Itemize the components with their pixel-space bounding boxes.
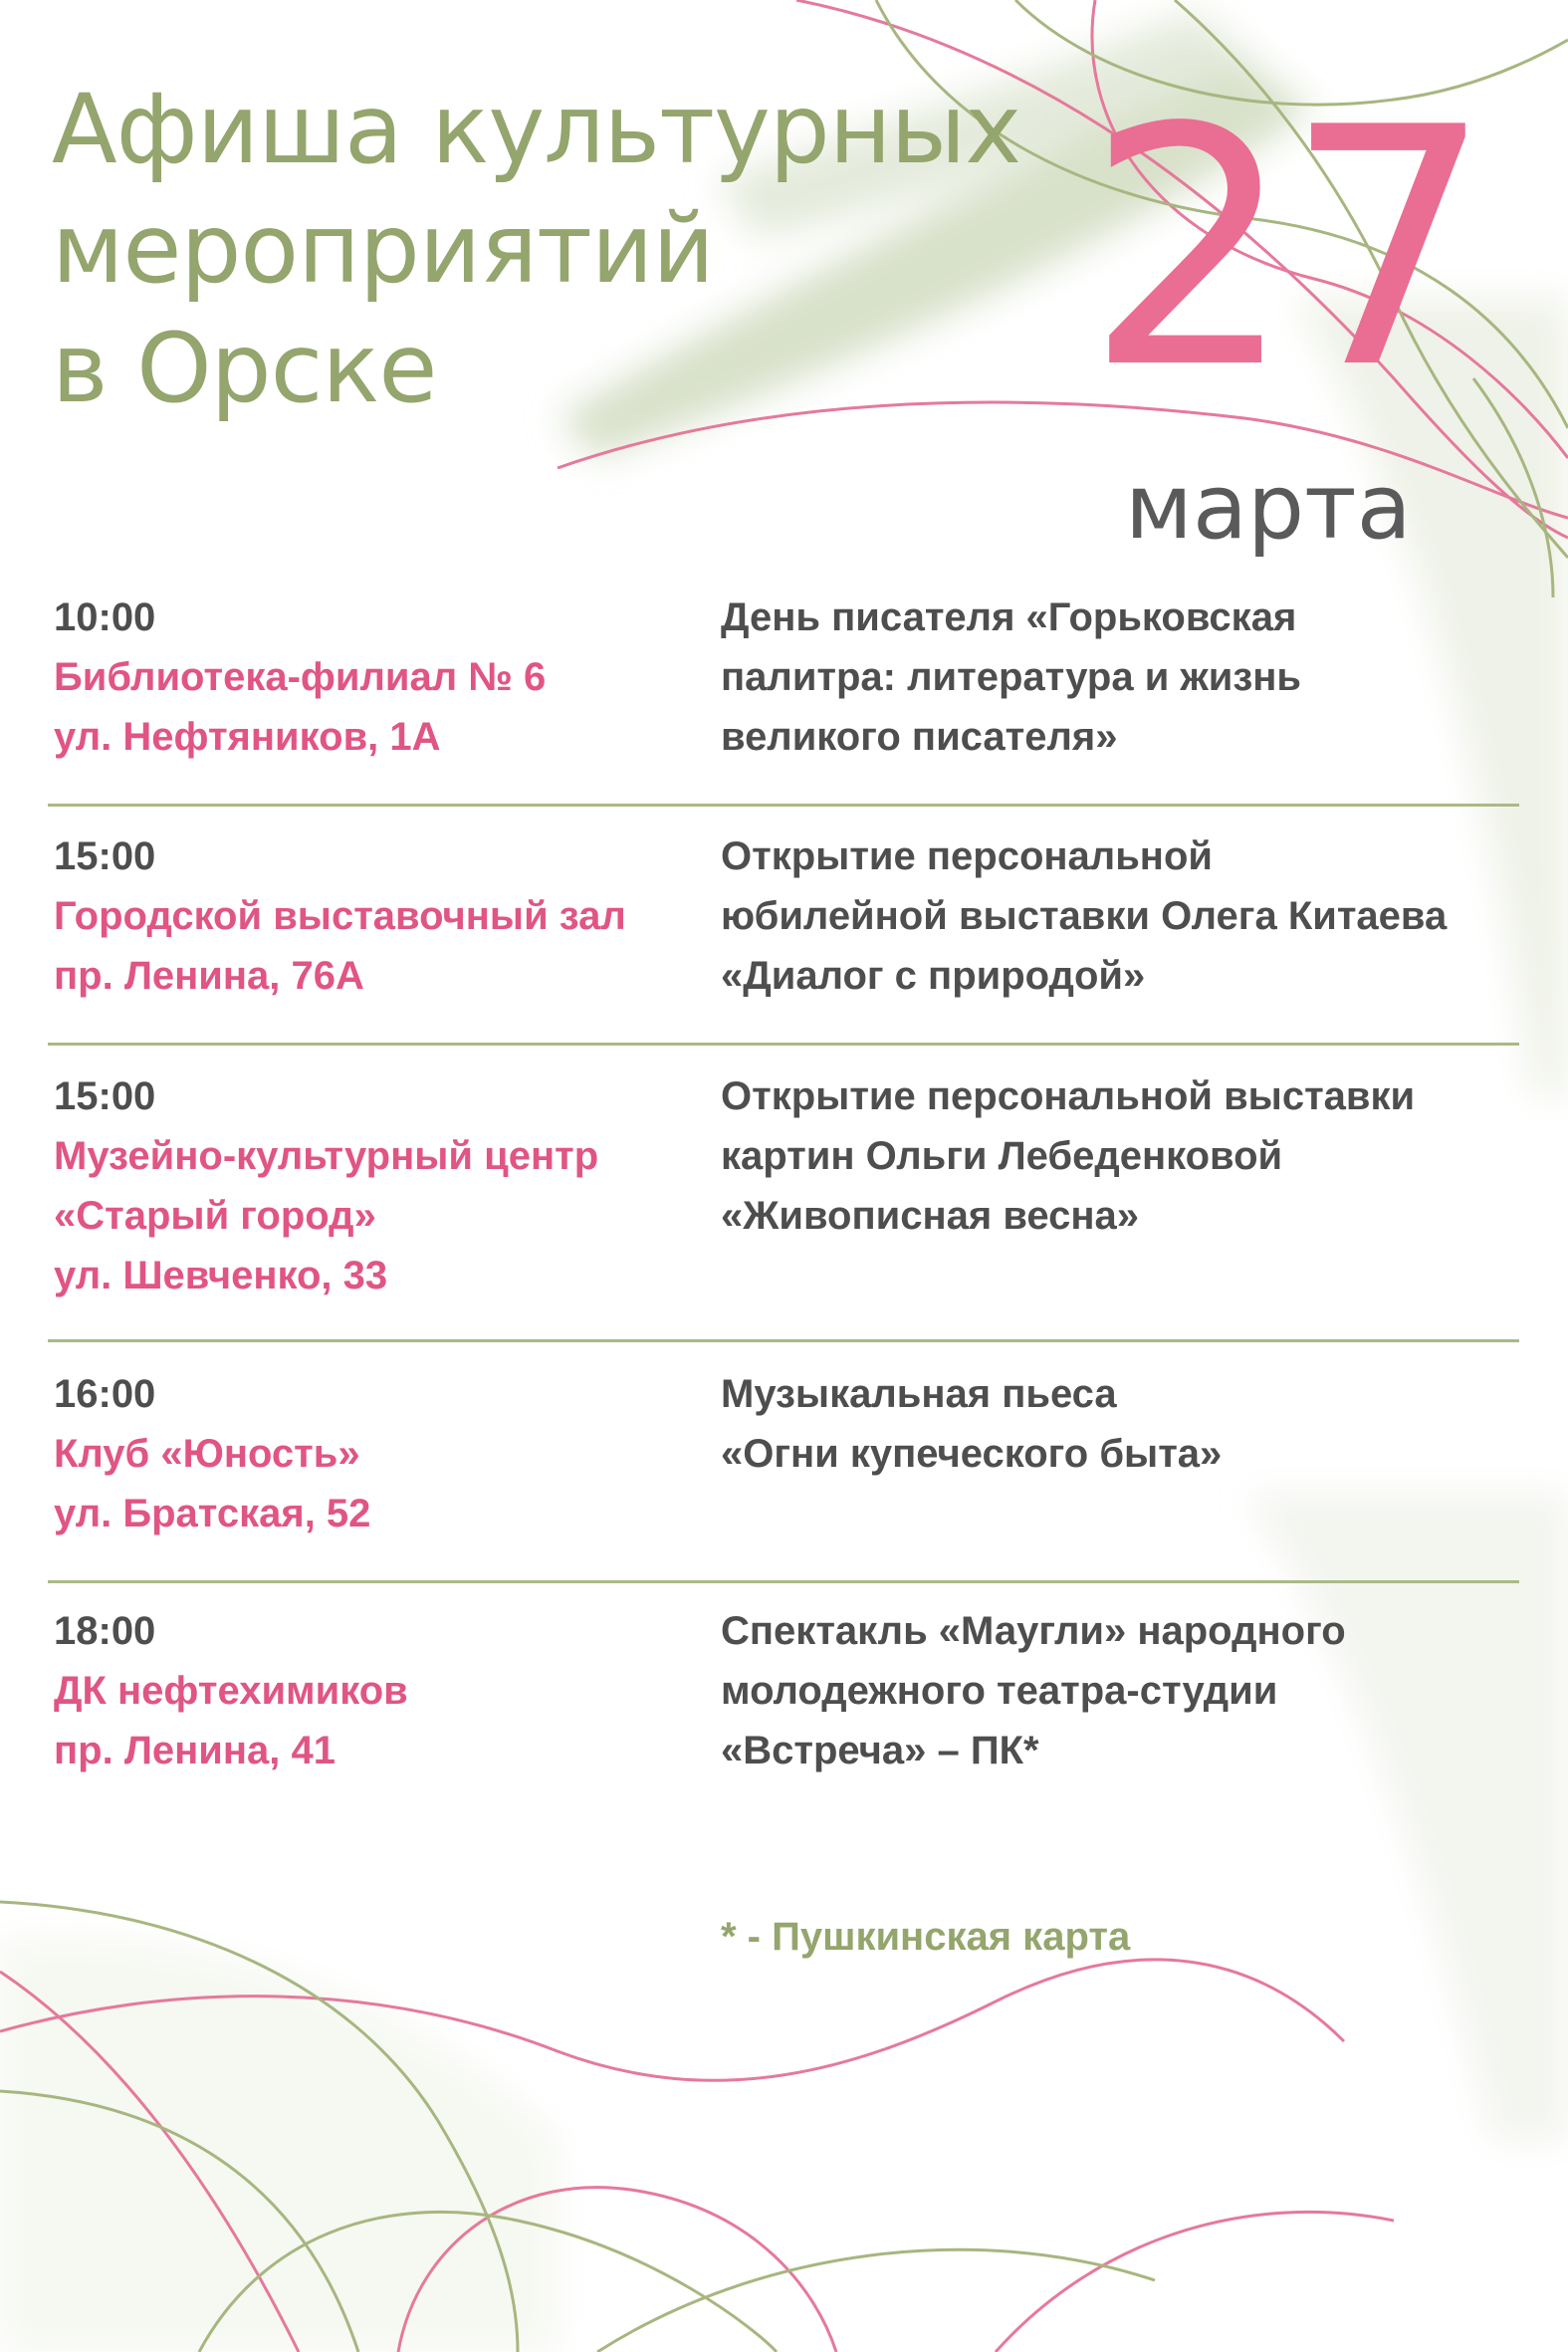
event-description-line: «Огни купеческого быта» bbox=[721, 1432, 1223, 1476]
title-line-1: Афиша культурных bbox=[52, 74, 1021, 185]
event-place: Библиотека-филиал № 6 bbox=[54, 655, 547, 699]
event-place: Клуб «Юность» bbox=[54, 1432, 360, 1476]
divider bbox=[48, 1339, 1519, 1342]
event-place: Городской выставочный зал bbox=[54, 894, 626, 938]
event-address: пр. Ленина, 76А bbox=[54, 954, 364, 998]
event-location bbox=[54, 1364, 711, 1543]
event-description-line: картин Ольги Лебеденковой bbox=[721, 1134, 1283, 1178]
event-description-line: «Встреча» – ПК* bbox=[721, 1729, 1039, 1772]
divider bbox=[48, 804, 1519, 807]
event-description-line: «Живописная весна» bbox=[721, 1194, 1140, 1238]
event-description-line: великого писателя» bbox=[721, 715, 1118, 759]
divider bbox=[48, 1580, 1519, 1583]
divider bbox=[48, 1043, 1519, 1046]
event-time: 15:00 bbox=[54, 1074, 156, 1118]
event-description-line: юбилейной выставки Олега Китаева bbox=[721, 894, 1448, 938]
event-description bbox=[721, 1364, 1522, 1484]
event-description-line: Открытие персональной выставки bbox=[721, 1074, 1416, 1118]
title-line-2: мероприятий bbox=[52, 193, 714, 305]
title-line-3: в Орске bbox=[52, 313, 437, 424]
event-address: ул. Нефтяников, 1А bbox=[54, 715, 441, 759]
event-description bbox=[721, 1601, 1522, 1780]
event-description-line: Музыкальная пьеса bbox=[721, 1372, 1117, 1416]
event-place: Музейно-культурный центр bbox=[54, 1134, 599, 1178]
event-description-line: «Диалог с природой» bbox=[721, 954, 1146, 998]
event-description-line: День писателя «Горьковская bbox=[721, 595, 1297, 639]
event-time: 16:00 bbox=[54, 1372, 156, 1416]
event-location bbox=[54, 1601, 711, 1780]
event-address: ул. Братская, 52 bbox=[54, 1492, 371, 1535]
event-location bbox=[54, 826, 711, 1006]
event-description-line: Спектакль «Маугли» народного bbox=[721, 1609, 1346, 1653]
event-place: ДК нефтехимиков bbox=[54, 1669, 408, 1713]
footnote-pushkin-card: * - Пушкинская карта bbox=[721, 1915, 1131, 1959]
event-time: 10:00 bbox=[54, 595, 156, 639]
event-time: 15:00 bbox=[54, 834, 156, 878]
event-description bbox=[721, 826, 1522, 1006]
event-address: пр. Ленина, 41 bbox=[54, 1729, 336, 1772]
date-month: марта bbox=[1125, 455, 1412, 560]
event-description-line: Открытие персональной bbox=[721, 834, 1213, 878]
event-time: 18:00 bbox=[54, 1609, 156, 1653]
event-place: «Старый город» bbox=[54, 1194, 376, 1238]
event-description-line: молодежного театра-студии bbox=[721, 1669, 1278, 1713]
event-address: ул. Шевченко, 33 bbox=[54, 1254, 388, 1297]
event-description-line: палитра: литература и жизнь bbox=[721, 655, 1302, 699]
event-location bbox=[54, 1066, 711, 1305]
date-day: 27 bbox=[1085, 58, 1483, 440]
event-description bbox=[721, 1066, 1522, 1246]
event-description bbox=[721, 588, 1522, 767]
event-location bbox=[54, 588, 711, 767]
